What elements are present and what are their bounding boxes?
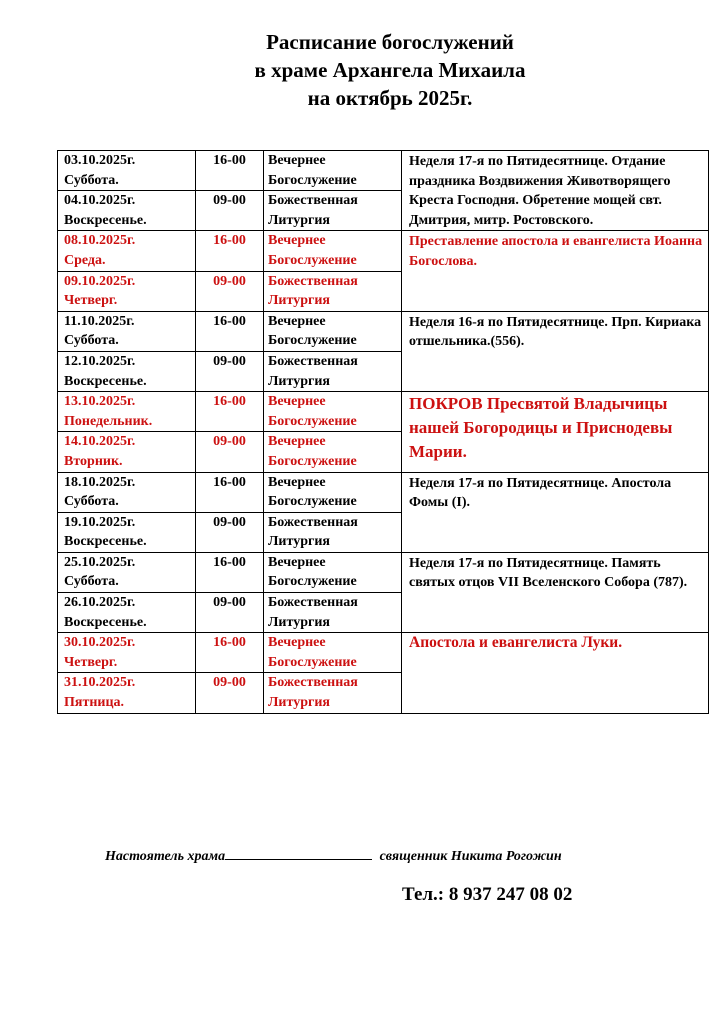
weekday-text: Суббота. [64,574,119,590]
weekday-text: Понедельник. [64,413,153,429]
weekday-text: Воскресенье. [64,212,147,228]
table-row [58,552,709,592]
time-cell: 09-00 [196,271,264,311]
feast-cell [402,151,709,231]
date-cell [58,351,196,391]
title-line-2: в храме Архангела Михаила [254,58,526,82]
time-cell: 16-00 [196,552,264,592]
feast-cell [402,311,709,391]
date-cell [58,432,196,472]
date-text: 19.10.2025г. [64,514,136,530]
table-row [58,311,709,351]
service-line-2: Литургия [268,212,330,228]
feast-text: Неделя 17-я по Пятидесятнице. Память святых отцов VII Вселенского Собора (787). [409,555,688,591]
date-cell [58,552,196,592]
feast-cell [402,231,709,311]
date-text: 04.10.2025г. [64,193,136,209]
weekday-text: Воскресенье. [64,534,147,550]
time-cell: 16-00 [196,231,264,271]
time-cell: 09-00 [196,673,264,713]
service-line-1: Божественная [268,273,358,289]
weekday-text: Пятница. [64,695,125,711]
service-cell [264,673,402,713]
weekday-text: Четверг. [64,654,118,670]
service-line-1: Вечернее [268,554,326,570]
service-line-2: Литургия [268,534,330,550]
service-line-2: Литургия [268,695,330,711]
table-row [58,151,709,191]
rector-label: Настоятель храма [105,849,226,864]
service-cell [264,633,402,673]
service-line-1: Вечернее [268,474,326,490]
service-cell [264,392,402,432]
title-line-3: на октябрь 2025г. [307,86,473,110]
service-line-1: Божественная [268,675,358,691]
date-text: 03.10.2025г. [64,153,136,168]
rector-signature [105,847,562,865]
date-text: 08.10.2025г. [64,233,136,249]
date-cell [58,311,196,351]
service-line-1: Вечернее [268,394,326,410]
weekday-text: Суббота. [64,333,119,349]
feast-cell [402,392,709,472]
time-cell: 09-00 [196,512,264,552]
feast-cell [402,633,709,713]
time-cell: 09-00 [196,191,264,231]
weekday-text: Воскресенье. [64,614,147,630]
service-line-1: Божественная [268,193,358,209]
service-cell [264,351,402,391]
service-cell [264,151,402,191]
date-text: 14.10.2025г. [64,434,136,450]
service-line-2: Литургия [268,614,330,630]
service-cell [264,311,402,351]
title-line-1: Расписание богослужений [266,30,514,54]
service-cell [264,512,402,552]
date-cell [58,633,196,673]
date-text: 26.10.2025г. [64,595,136,611]
time-cell: 16-00 [196,633,264,673]
date-text: 18.10.2025г. [64,474,136,490]
time-cell: 16-00 [196,151,264,191]
feast-text: Неделя 17-я по Пятидесятнице. Апостола Фомы (I). [409,475,672,511]
feast-cell [402,472,709,552]
date-cell [58,231,196,271]
time-cell: 09-00 [196,432,264,472]
date-text: 30.10.2025г. [64,635,136,651]
weekday-text: Суббота. [64,494,119,510]
service-line-1: Вечернее [268,153,326,168]
service-line-1: Вечернее [268,635,326,651]
service-line-1: Вечернее [268,434,326,450]
date-cell [58,673,196,713]
date-text: 31.10.2025г. [64,675,136,691]
feast-text: Неделя 16-я по Пятидесятнице. Прп. Кириака отшельника.(556). [409,314,702,350]
service-cell [264,432,402,472]
time-cell: 09-00 [196,351,264,391]
service-cell [264,552,402,592]
feast-text: Неделя 17-я по Пятидесятнице. Отдание праздника Воздвижения Животворящего Креста Господня. Обретение мощей свт. Дмитрия, митр. Ростовского. [409,154,671,228]
date-cell [58,271,196,311]
date-cell [58,512,196,552]
service-line-2: Богослужение [268,333,357,349]
service-line-1: Божественная [268,353,358,369]
date-text: 13.10.2025г. [64,394,136,410]
table-row [58,231,709,271]
phone-number: Тел.: 8 937 247 08 02 [402,884,573,905]
service-line-2: Богослужение [268,172,357,188]
feast-cell [402,552,709,632]
service-cell [264,271,402,311]
service-line-2: Богослужение [268,453,357,469]
service-line-1: Вечернее [268,233,326,249]
table-row [58,392,709,432]
service-cell [264,191,402,231]
date-cell [58,593,196,633]
service-line-1: Божественная [268,595,358,611]
date-text: 09.10.2025г. [64,273,136,289]
service-line-2: Богослужение [268,574,357,590]
weekday-text: Вторник. [64,453,123,469]
rector-name: священник Никита Рогожин [379,849,562,864]
time-cell: 16-00 [196,392,264,432]
weekday-text: Суббота. [64,172,119,188]
table-row [58,633,709,673]
service-cell [264,231,402,271]
service-line-2: Литургия [268,373,330,389]
service-line-1: Божественная [268,514,358,530]
date-cell [58,191,196,231]
time-cell: 16-00 [196,472,264,512]
service-cell [264,472,402,512]
date-text: 12.10.2025г. [64,353,136,369]
schedule-body [58,151,709,714]
weekday-text: Четверг. [64,293,118,309]
service-line-2: Литургия [268,293,330,309]
weekday-text: Воскресенье. [64,373,147,389]
time-cell: 09-00 [196,593,264,633]
service-line-1: Вечернее [268,313,326,329]
schedule-table [57,150,709,714]
service-line-2: Богослужение [268,413,357,429]
page-title [150,28,630,112]
weekday-text: Среда. [64,252,106,268]
signature-line [225,847,372,860]
date-cell [58,472,196,512]
feast-text: Апостола и евангелиста Луки. [409,634,623,652]
feast-text: Преставление апостола и евангелиста Иоанна Богослова. [409,234,703,269]
table-row [58,472,709,512]
date-cell [58,392,196,432]
service-line-2: Богослужение [268,494,357,510]
time-cell: 16-00 [196,311,264,351]
date-text: 25.10.2025г. [64,554,136,570]
date-cell [58,151,196,191]
date-text: 11.10.2025г. [64,313,135,329]
service-line-2: Богослужение [268,654,357,670]
feast-text: ПОКРОВ Пресвятой Владычицы нашей Богородицы и Приснодевы Марии. [409,394,673,462]
service-line-2: Богослужение [268,252,357,268]
service-cell [264,593,402,633]
